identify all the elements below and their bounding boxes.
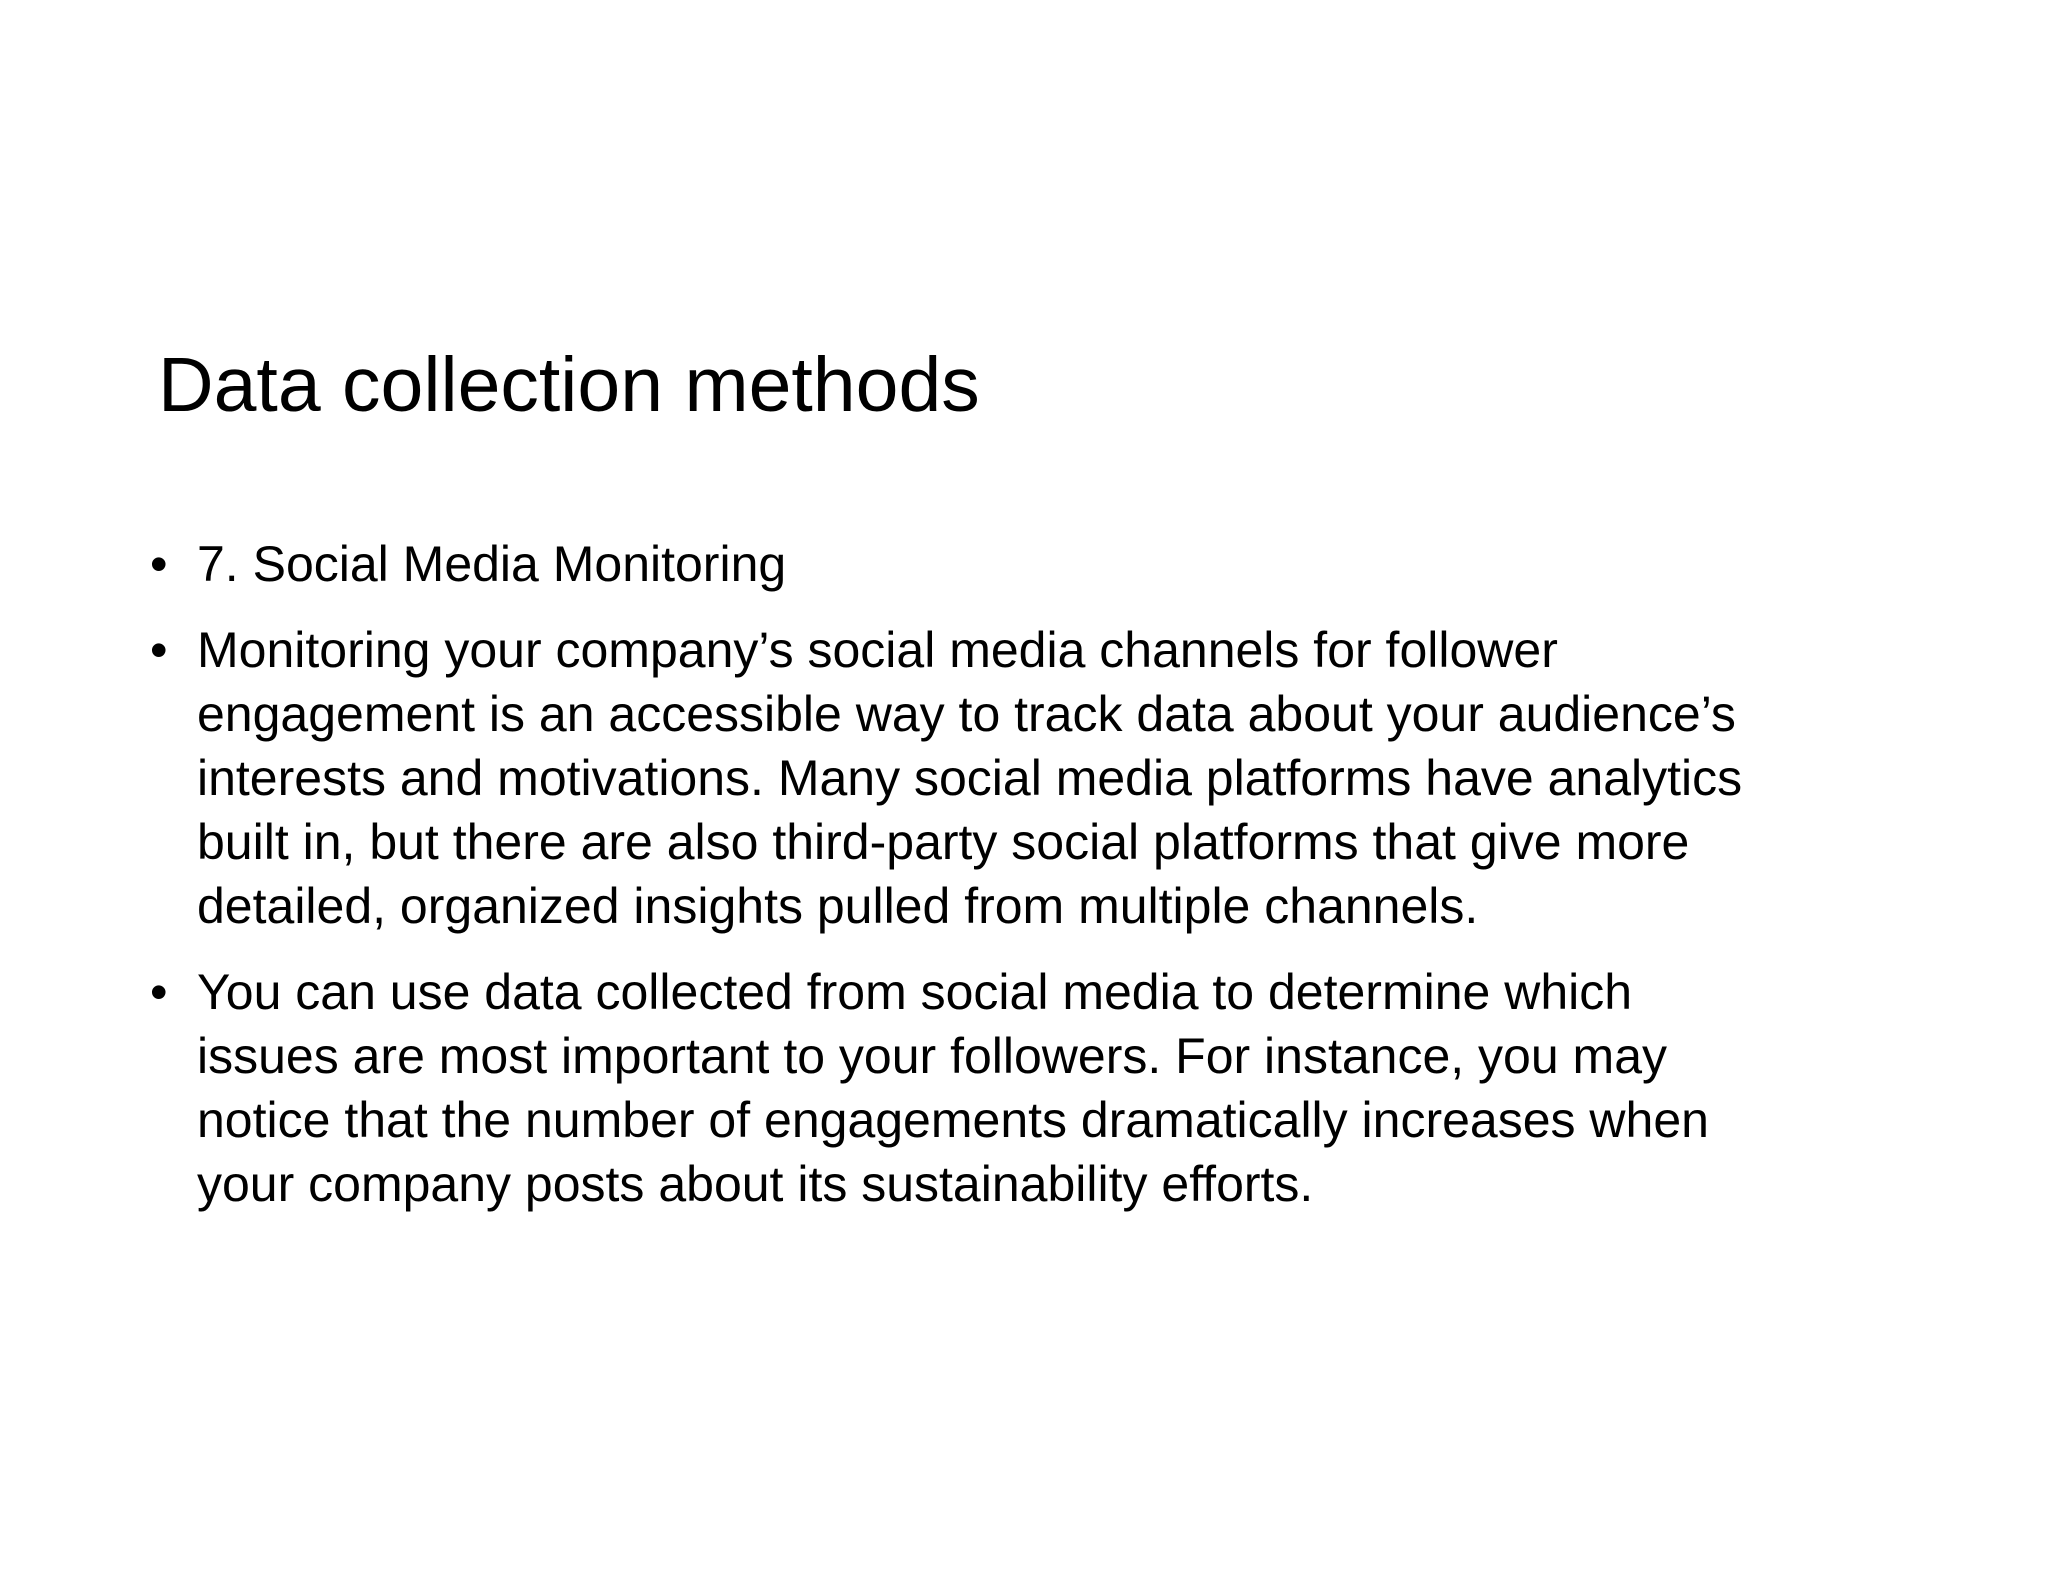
bullet-marker: •	[150, 536, 168, 592]
bullet-item-usage	[150, 960, 1930, 1216]
bullet-item-monitoring	[150, 618, 1930, 938]
bullet-marker: •	[150, 622, 168, 678]
bullet-text-line: 7. Social Media Monitoring	[197, 536, 787, 592]
bullet-text-line: Monitoring your company’s social media channels for follower	[197, 622, 1558, 678]
bullet-text-line: your company posts about its sustainability efforts.	[197, 1156, 1314, 1212]
bullet-text-line: issues are most important to your followers. For instance, you may	[197, 1028, 1668, 1084]
bullet-list	[150, 532, 1930, 1216]
bullet-marker: •	[150, 964, 168, 1020]
bullet-text-line: detailed, organized insights pulled from multiple channels.	[197, 878, 1479, 934]
bullet-text-line: built in, but there are also third-party social platforms that give more	[197, 814, 1690, 870]
bullet-text-line: notice that the number of engagements dramatically increases when	[197, 1092, 1709, 1148]
bullet-text-line: You can use data collected from social media to determine which	[197, 964, 1633, 1020]
bullet-item-heading	[150, 532, 1930, 596]
bullet-text-line: engagement is an accessible way to track data about your audience’s	[197, 686, 1736, 742]
bullet-text-line: interests and motivations. Many social media platforms have analytics	[197, 750, 1743, 806]
slide-title: Data collection methods	[158, 342, 980, 428]
